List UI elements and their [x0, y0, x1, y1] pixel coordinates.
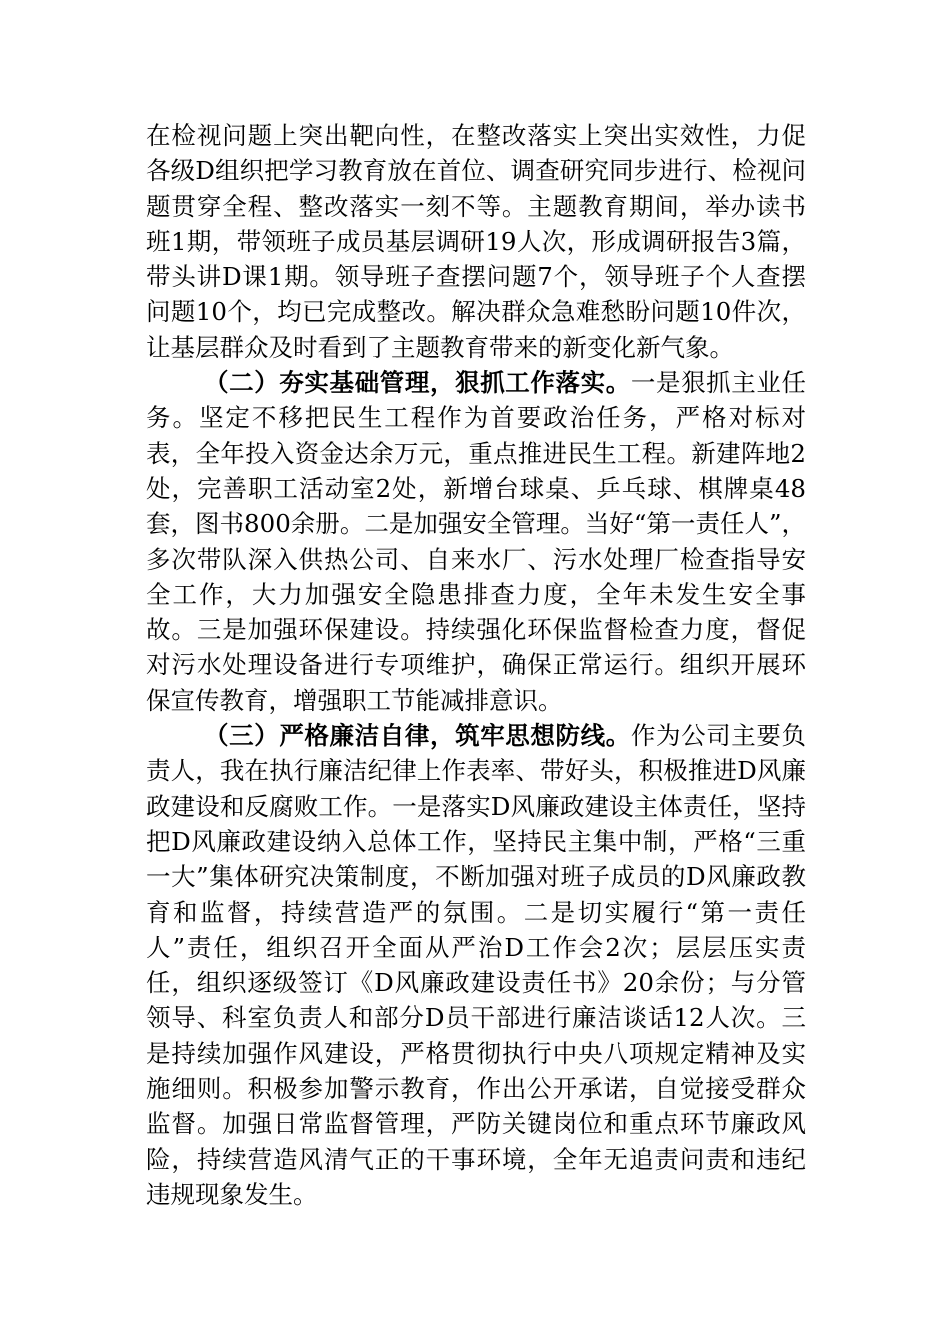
paragraph-text: 一是狠抓主业任务。坚定不移把民生工程作为首要政治任务，严格对标对表，全年投入资金达余万元，重点推进民生工程。新建阵地2处，完善职工活动室2处，新增台球桌、乒乓球、棋牌桌48套，图书800余册。二是加强安全管理。当好“第一责任人”，多次带队深入供热公司、自来水厂、污水处理厂检查指导安全工作，大力加强安全隐患排查力度，全年未发生安全事故。三是加强环保建设。持续强化环保监督检查力度，督促对污水处理设备进行专项维护，确保正常运行。组织开展环保宣传教育，增强职工节能减排意识。 [146, 368, 807, 715]
paragraph-section-2 [146, 365, 806, 718]
paragraph-section-3 [146, 718, 806, 1212]
paragraph-text: 作为公司主要负责人，我在执行廉洁纪律上作表率、带好头，积极推进D风廉政建设和反腐败工作。一是落实D风廉政建设主体责任，坚持把D风廉政建设纳入总体工作，坚持民主集中制，严格“三重一大”集体研究决策制度，不断加强对班子成员的D风廉政教育和监督，持续营造严的氛围。二是切实履行“第一责任人”责任，组织召开全面从严治D工作会2次；层层压实责任，组织逐级签订《D风廉政建设责任书》20余份；与分管领导、科室负责人和部分D员干部进行廉洁谈话12人次。三是持续加强作风建设，严格贯彻执行中央八项规定精神及实施细则。积极参加警示教育，作出公开承诺，自觉接受群众监督。加强日常监督管理，严防关键岗位和重点环节廉政风险，持续营造风清气正的干事环境，全年无追责问责和违纪违规现象发生。 [146, 721, 807, 1209]
document-body [146, 118, 806, 1212]
paragraph-text: 在检视问题上突出靶向性，在整改落实上突出实效性，力促各级D组织把学习教育放在首位、调查研究同步进行、检视问题贯穿全程、整改落实一刻不等。主题教育期间，举办读书班1期，带领班子成员基层调研19人次，形成调研报告3篇，带头讲D课1期。领导班子查摆问题7个，领导班子个人查摆问题10个，均已完成整改。解决群众急难愁盼问题10件次，让基层群众及时看到了主题教育带来的新变化新气象。 [146, 121, 806, 362]
paragraph-continuation [146, 118, 806, 365]
section-heading: （三）严格廉洁自律，筑牢思想防线。 [204, 721, 631, 751]
section-heading: （二）夯实基础管理，狠抓工作落实。 [204, 368, 631, 398]
